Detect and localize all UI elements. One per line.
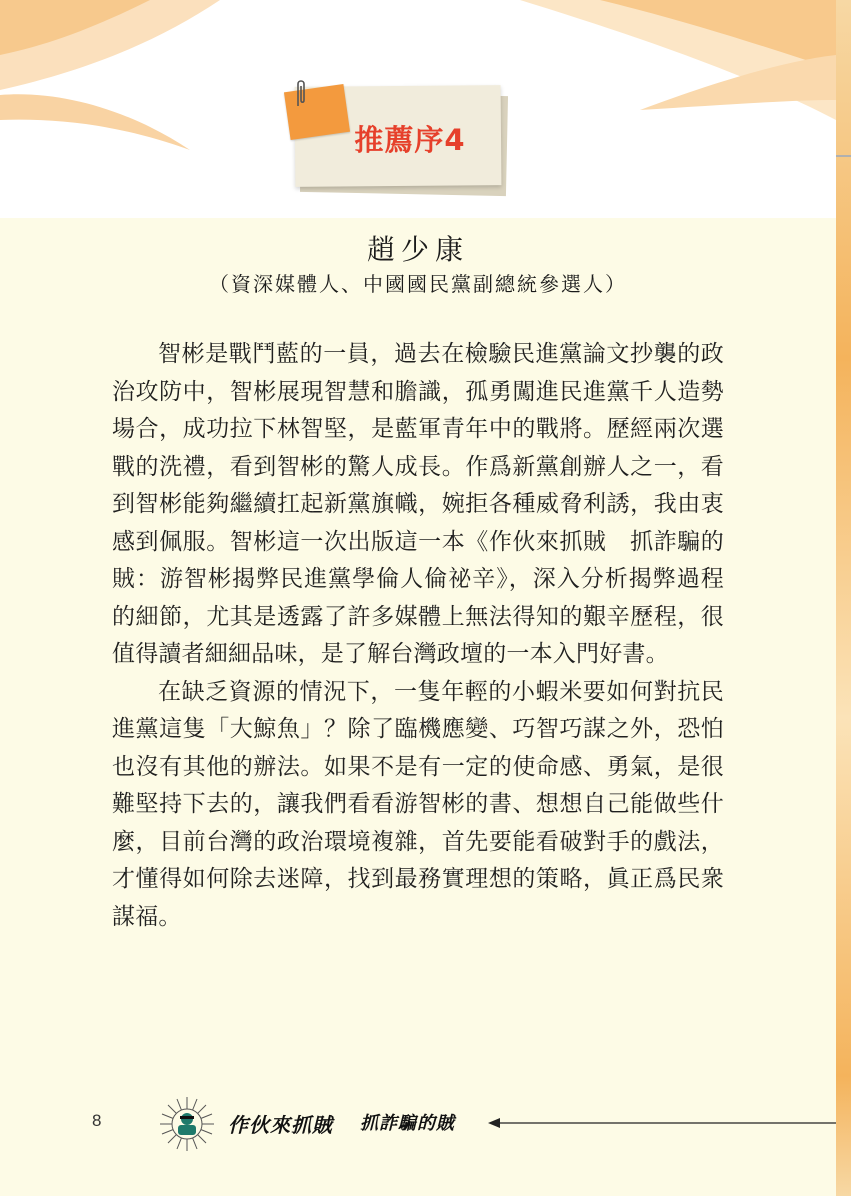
paragraph: 智彬是戰鬥藍的一員，過去在檢驗民進黨論文抄襲的政治攻防中，智彬展現智慧和膽識，孤勇闖進民進黨千人造勢場合，成功拉下林智堅，是藍軍青年中的戰將。歷經兩次選戰的洗禮，看到智彬的驚人成長。作爲新黨創辦人之一，看到智彬能夠繼續扛起新黨旗幟，婉拒各種威脅利誘，我由衷感到佩服。智彬這一次出版這一本《作伙來抓賊 抓詐騙的賊：游智彬揭弊民進黨學倫人倫祕辛》，深入分析揭弊過程的細節，尤其是透露了許多媒體上無法得知的艱辛歷程，很值得讀者細細品味，是了解台灣政壇的一本入門好書。 — [112, 341, 724, 667]
page-edge-mark — [836, 155, 851, 157]
page-edge-strip — [836, 0, 851, 1196]
paragraph: 在缺乏資源的情況下，一隻年輕的小蝦米要如何對抗民進黨這隻「大鯨魚」？除了臨機應變、巧智巧謀之外，恐怕也沒有其他的辦法。如果不是有一定的使命感、勇氣，是很難堅持下去的，讓我們看看游智彬的書、想想自己能做些什麼，目前台灣的政治環境複雜，首先要能看破對手的戲法，才懂得如何除去迷障，找到最務實理想的策略，眞正爲民衆謀福。 — [112, 678, 724, 930]
page-number: 8 — [92, 1111, 102, 1130]
author-name: 趙少康 — [366, 233, 469, 266]
footer-book-subtitle: 抓詐騙的賊 — [360, 1113, 455, 1134]
section-title: 推薦序4 — [354, 123, 466, 157]
footer-book-title: 作伙來抓賊 — [228, 1113, 333, 1137]
paperclip-icon — [295, 78, 307, 108]
body-text — [112, 336, 724, 936]
page-footer — [0, 1095, 836, 1155]
arrow-left-icon — [488, 1115, 836, 1131]
mascot-badge-icon — [158, 1095, 216, 1153]
author-role: （資深媒體人、中國國民黨副總統參選人） — [209, 272, 627, 296]
